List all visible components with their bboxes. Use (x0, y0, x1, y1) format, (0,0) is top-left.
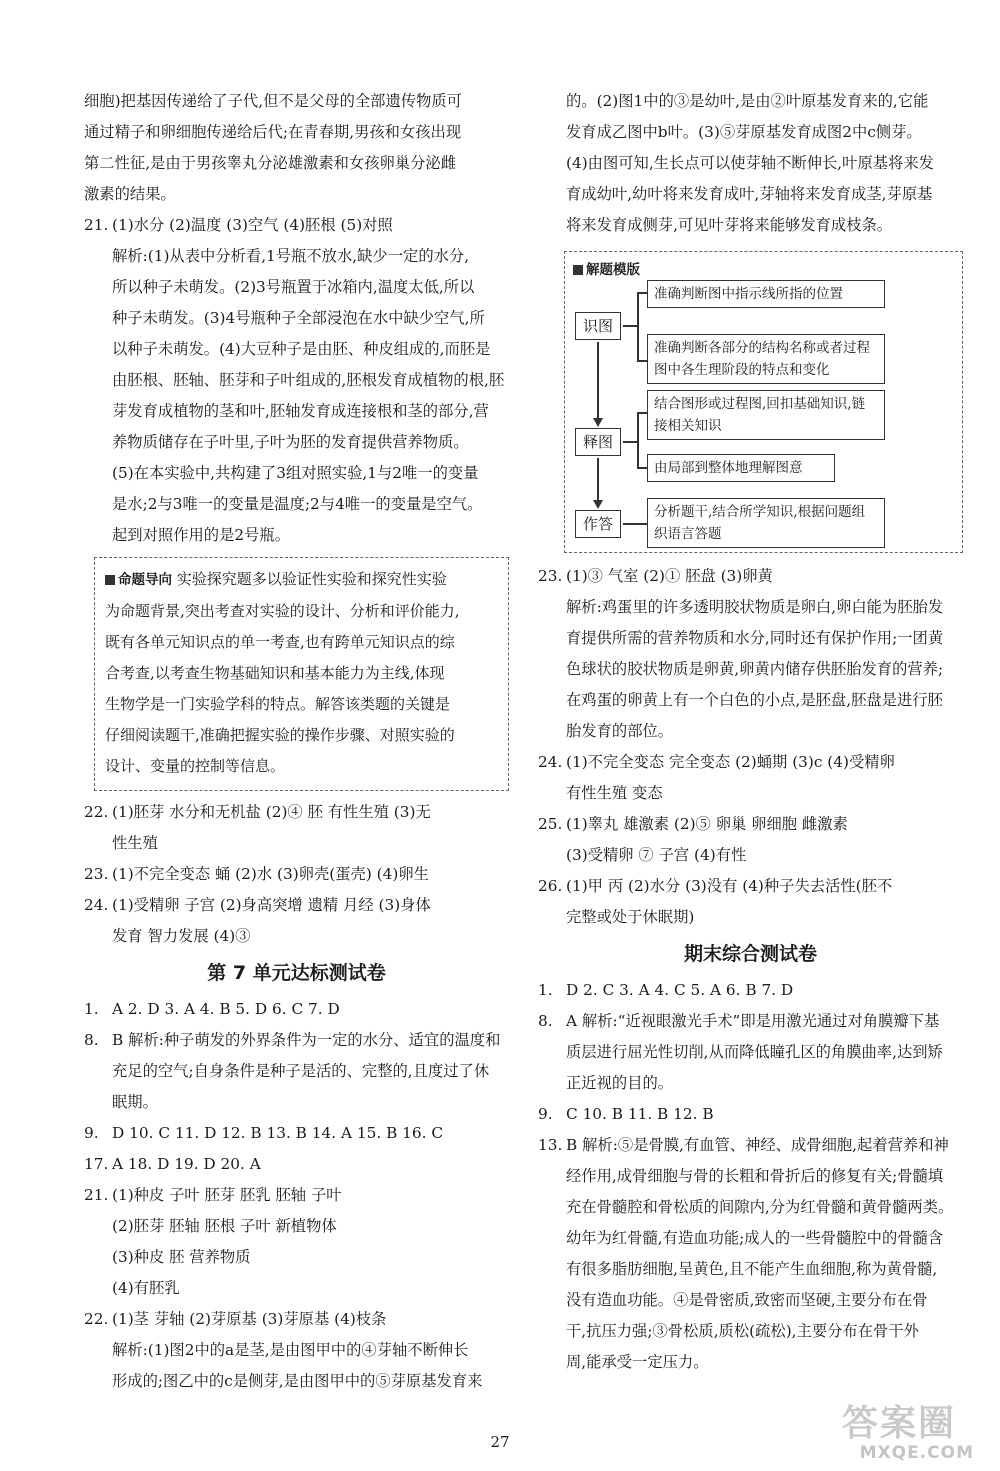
flow-connector (623, 441, 637, 443)
left-column (84, 86, 509, 1397)
flow-step-answer: 作答 (575, 510, 621, 538)
text-line: 是水;2与3唯一的变量是温度;2与4唯一的变量是空气。 (112, 495, 483, 513)
text-line: (1)③ 气室 (2)① 胚盘 (3)卵黄 (566, 567, 773, 585)
flow-connector (597, 458, 599, 502)
question-number: 24. (538, 753, 563, 771)
question-number: 22. (84, 1310, 109, 1328)
page-number: 27 (490, 1433, 510, 1451)
text-line: 解析:(1)图2中的a是茎,是由图甲中的④芽轴不断伸长 (112, 1341, 469, 1359)
text-line: 激素的结果。 (84, 185, 176, 203)
flow-box: 由局部到整体地理解图意 (647, 454, 835, 482)
text-line: 养物质储存在子叶里,子叶为胚的发育提供营养物质。 (112, 433, 469, 451)
text-line: 质层进行屈光性切削,从而降低瞳孔区的角膜曲率,达到矫 (566, 1043, 943, 1061)
question-number: 1. (84, 1000, 99, 1018)
text-line: 充足的空气;自身条件是种子是活的、完整的,且度过了休 (112, 1062, 490, 1080)
question-number: 26. (538, 877, 563, 895)
text-line: A 解析:“近视眼激光手术”即是用激光通过对角膜瓣下基 (566, 1012, 940, 1030)
intro-paragraph (84, 86, 509, 210)
answer-24-right (538, 747, 963, 809)
answer-24 (84, 890, 509, 952)
text-line: 色球状的胶状物质是卵黄,卵黄内储存供胚胎发育的营养; (566, 660, 944, 678)
unit7-answer-21 (84, 1180, 509, 1304)
unit7-answer-1 (84, 994, 509, 1025)
text-line: 有性生殖 变态 (566, 784, 663, 802)
text-line: 细胞)把基因传递给了子代,但不是父母的全部遗传物质可 (84, 92, 462, 110)
watermark-url: MXQE.COM (859, 1443, 974, 1463)
question-number: 9. (84, 1124, 99, 1142)
text-line: 形成的;图乙中的c是侧芽,是由图甲中的⑤芽原基发育来 (112, 1372, 483, 1390)
text-line: A 18. D 19. D 20. A (112, 1155, 261, 1173)
text-line: (2)胚芽 胚轴 胚根 子叶 新植物体 (112, 1217, 337, 1235)
text-line: 种子未萌发。(3)4号瓶种子全部浸泡在水中缺少空气,所 (112, 309, 485, 327)
text-line: 将来发育成侧芽,可见叶芽将来能够发育成枝条。 (566, 216, 893, 234)
text-line: 解析:鸡蛋里的许多透明胶状物质是卵白,卵白能为胚胎发 (566, 598, 944, 616)
text-line: D 10. C 11. D 12. B 13. B 14. A 15. B 16. C (112, 1124, 444, 1142)
text-line: 既有各单元知识点的单一考查,也有跨单元知识点的综 (105, 633, 455, 651)
box-tag (573, 258, 640, 278)
watermark-logo (764, 1395, 974, 1465)
final-answer-8 (538, 1006, 963, 1099)
text-line: A 2. D 3. A 4. B 5. D 6. C 7. D (112, 1000, 340, 1018)
final-answer-9 (538, 1099, 963, 1130)
text-line: 发育成乙图中b叶。(3)⑤芽原基发育成图2中c侧芽。 (566, 123, 922, 141)
flow-step-interpret: 释图 (575, 428, 621, 456)
flow-connector (637, 292, 647, 294)
text-line: 正近视的目的。 (566, 1074, 674, 1092)
flow-connector (623, 325, 637, 327)
flow-connector (597, 342, 599, 420)
text-line: 实验探究题多以验证性实验和探究性实验 (176, 570, 447, 588)
text-line: 性生殖 (112, 834, 158, 852)
section-title: 第 7 单元达标测试卷 (207, 962, 386, 984)
text-line: 干,抗压力强;③骨松质,质松(疏松),主要分布在骨干外 (566, 1322, 919, 1340)
answer-23 (84, 859, 509, 890)
question-number: 17. (84, 1155, 109, 1173)
flow-box: 准确判断各部分的结构名称或者过程图中各生理阶段的特点和变化 (647, 334, 885, 384)
text-line: 幼年为红骨髓,有造血功能;成人的一些骨髓腔中的骨髓含 (566, 1229, 944, 1247)
text-line: (4)由图可知,生长点可以使芽轴不断伸长,叶原基将来发 (566, 154, 934, 172)
text-line: 完整或处于休眠期) (566, 908, 695, 926)
section-title: 期末综合测试卷 (683, 943, 817, 965)
text-line: (1)不完全变态 蛹 (2)水 (3)卵壳(蛋壳) (4)卵生 (112, 865, 429, 883)
arrow-down-icon (593, 418, 603, 427)
text-line: 充在骨髓腔和骨松质的间隙内,分为红骨髓和黄骨髓两类。 (566, 1198, 954, 1216)
answer-23-right (538, 561, 963, 747)
text-line: D 2. C 3. A 4. C 5. A 6. B 7. D (566, 981, 794, 999)
text-line: 通过精子和卵细胞传递给后代;在青春期,男孩和女孩出现 (84, 123, 462, 141)
answer-22 (84, 797, 509, 859)
text-line: (1)种皮 子叶 胚芽 胚乳 胚轴 子叶 (112, 1186, 342, 1204)
final-answer-13 (538, 1130, 963, 1378)
text-line: 以种子未萌发。(4)大豆种子是由胚、种皮组成的,而胚是 (112, 340, 491, 358)
text-line: C 10. B 11. B 12. B (566, 1105, 714, 1123)
text-line: 合考查,以考查生物基础知识和基本能力为主线,体现 (105, 664, 445, 682)
flow-step-identify: 识图 (575, 312, 621, 340)
question-number: 22. (84, 803, 109, 821)
text-line: 没有造血功能。④是骨密质,致密而坚硬,主要分布在骨 (566, 1291, 928, 1309)
answer-25-right (538, 809, 963, 871)
text-line: 芽发育成植物的茎和叶,胚轴发育成连接根和茎的部分,营 (112, 402, 489, 420)
text-line: 发育 智力发展 (4)③ (112, 927, 251, 945)
question-number: 23. (538, 567, 563, 585)
flow-box: 结合图形或过程图,回扣基础知识,链接相关知识 (647, 390, 885, 440)
unit7-answer-17 (84, 1149, 509, 1180)
text-line: 设计、变量的控制等信息。 (105, 757, 286, 775)
question-number: 13. (538, 1136, 563, 1154)
solution-template-box (564, 251, 963, 553)
answer-26-right (538, 871, 963, 933)
flow-connector (623, 523, 647, 525)
text-line: 由胚根、胚轴、胚芽和子叶组成的,胚根发育成植物的根,胚 (112, 371, 505, 389)
text-line: 仔细阅读题干,准确把握实验的操作步骤、对照实验的 (105, 726, 455, 744)
flow-connector (637, 292, 639, 360)
text-line: B 解析:种子萌发的外界条件为一定的水分、适宜的温度和 (112, 1031, 501, 1049)
answer-line: (1)水分 (2)温度 (3)空气 (4)胚根 (5)对照 (112, 216, 393, 234)
text-line: 在鸡蛋的卵黄上有一个白色的小点,是胚盘,胚盘是进行胚 (566, 691, 943, 709)
text-line: 有很多脂肪细胞,呈黄色,且不能产生血细胞,称为黄骨髓, (566, 1260, 938, 1278)
question-number: 9. (538, 1105, 553, 1123)
text-line: 育成幼叶,幼叶将来发育成叶,芽轴将来发育成茎,芽原基 (566, 185, 933, 203)
text-line: 第二性征,是由于男孩睾丸分泌雄激素和女孩卵巢分泌雌 (84, 154, 456, 172)
watermark-text: 答案圈 (841, 1403, 956, 1444)
text-line: 解析:(1)从表中分析看,1号瓶不放水,缺少一定的水分, (112, 247, 470, 265)
box-tag-text: 解题模版 (586, 262, 640, 278)
text-line: 的。(2)图1中的③是幼叶,是由②叶原基发育来的,它能 (566, 92, 929, 110)
text-line: 育提供所需的营养物质和水分,同时还有保护作用;一团黄 (566, 629, 944, 647)
arrow-down-icon (593, 500, 603, 509)
box-marker-icon (573, 265, 583, 275)
text-line: (1)受精卵 子宫 (2)身高突增 遗精 月经 (3)身体 (112, 896, 431, 914)
text-line: 胎发育的部位。 (566, 722, 674, 740)
question-number: 23. (84, 865, 109, 883)
text-line: 周,能承受一定压力。 (566, 1353, 709, 1371)
flow-box: 分析题干,结合所学知识,根据问题组织语言答题 (647, 498, 885, 548)
unit7-answer-9 (84, 1118, 509, 1149)
question-number: 8. (538, 1012, 553, 1030)
question-number: 8. (84, 1031, 99, 1049)
text-line: 眠期。 (112, 1093, 158, 1111)
text-line: 所以种子未萌发。(2)3号瓶置于冰箱内,温度太低,所以 (112, 278, 475, 296)
text-line: (3)受精卵 ⑦ 子宫 (4)有性 (566, 846, 747, 864)
text-line: (4)有胚乳 (112, 1279, 180, 1297)
question-number: 21. (84, 1186, 109, 1204)
question-number: 1. (538, 981, 553, 999)
continuation-paragraph (538, 86, 963, 241)
question-number: 25. (538, 815, 563, 833)
right-column (538, 86, 963, 1378)
question-number: 21. (84, 216, 109, 234)
unit7-answer-8 (84, 1025, 509, 1118)
flow-connector (637, 412, 639, 467)
box-tag: 命题导向 (118, 572, 172, 588)
text-line: 起到对照作用的是2号瓶。 (112, 526, 290, 544)
exam-guidance-box (94, 557, 509, 791)
final-answer-1 (538, 975, 963, 1006)
text-line: 经作用,成骨细胞与骨的长粗和骨折后的修复有关;骨髓填 (566, 1167, 944, 1185)
text-line: (1)睾丸 雄激素 (2)⑤ 卵巢 卵细胞 雌激素 (566, 815, 848, 833)
text-line: (1)茎 芽轴 (2)芽原基 (3)芽原基 (4)枝条 (112, 1310, 387, 1328)
answer-21 (84, 210, 509, 551)
question-number: 24. (84, 896, 109, 914)
flow-connector (637, 360, 647, 362)
text-line: (3)种皮 胚 营养物质 (112, 1248, 251, 1266)
text-line: (1)甲 丙 (2)水分 (3)没有 (4)种子失去活性(胚不 (566, 877, 893, 895)
box-marker-icon (105, 575, 115, 585)
unit7-answer-22 (84, 1304, 509, 1397)
text-line: (5)在本实验中,共构建了3组对照实验,1与2唯一的变量 (112, 464, 479, 482)
text-line: 生物学是一门实验学科的特点。解答该类题的关键是 (105, 695, 451, 713)
flow-connector (637, 467, 647, 469)
text-line: B 解析:⑤是骨膜,有血管、神经、成骨细胞,起着营养和神 (566, 1136, 949, 1154)
text-line: (1)不完全变态 完全变态 (2)蛹期 (3)c (4)受精卵 (566, 753, 895, 771)
flow-connector (637, 412, 647, 414)
text-line: (1)胚芽 水分和无机盐 (2)④ 胚 有性生殖 (3)无 (112, 803, 431, 821)
text-line: 为命题背景,突出考查对实验的设计、分析和评价能力, (105, 602, 460, 620)
flow-box: 准确判断图中指示线所指的位置 (647, 280, 885, 308)
